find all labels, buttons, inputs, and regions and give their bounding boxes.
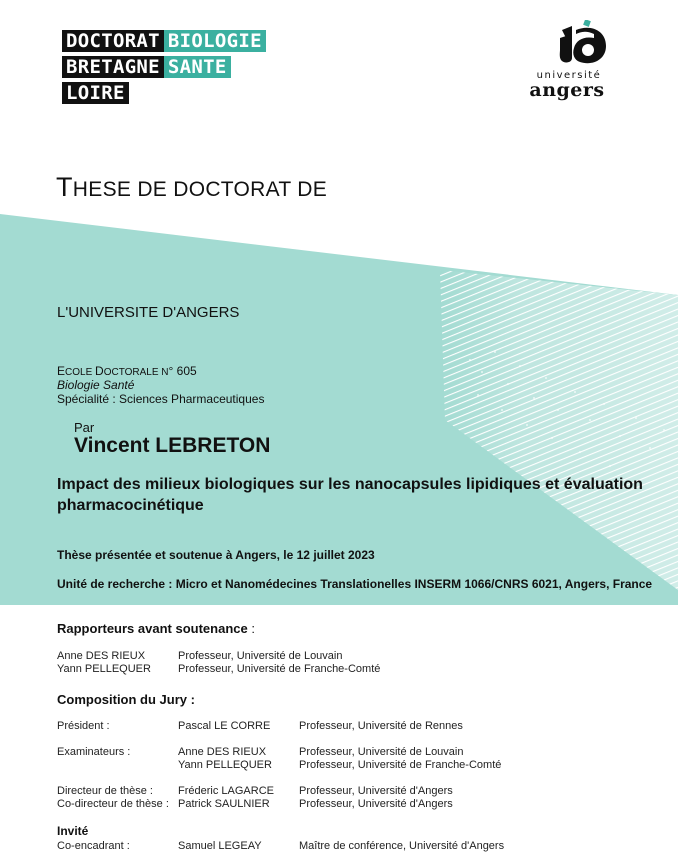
rapporteur-title: Professeur, Université de Louvain: [178, 650, 343, 662]
rapporteur-title: Professeur, Université de Franche-Comté: [178, 663, 381, 675]
doctoral-school-num: ° 605: [168, 364, 197, 378]
director-title: Professeur, Université d'Angers: [299, 785, 453, 797]
director-label: Directeur de thèse :: [57, 785, 153, 797]
logo-word-sante: SANTE: [164, 56, 231, 78]
examiner-name: Yann PELLEQUER: [178, 759, 272, 771]
coadvisor-label: Co-encadrant :: [57, 840, 130, 852]
rapporteurs-heading-colon: :: [247, 621, 255, 636]
ecole-rest: COLE: [65, 367, 96, 378]
examiner-title: Professeur, Université de Franche-Comté: [299, 759, 502, 771]
logo-line-1: [62, 30, 266, 52]
codirector-title: Professeur, Université d'Angers: [299, 798, 453, 810]
examiners-label: Examinateurs :: [57, 746, 131, 758]
thesis-title: [56, 172, 327, 203]
rapporteurs-heading-text: Rapporteurs avant soutenance: [57, 621, 248, 636]
doctorale-initial: D: [95, 364, 104, 378]
examiner-title: Professeur, Université de Louvain: [299, 746, 464, 758]
coadvisor-name: Samuel LEGEAY: [178, 840, 262, 852]
doctoral-school-number: [57, 364, 197, 378]
doctoral-school-name: Biologie Santé: [57, 378, 135, 392]
university-line: L'UNIVERSITE D'ANGERS: [57, 304, 240, 321]
rapporteur-name: Anne DES RIEUX: [57, 650, 146, 662]
by-label: Par: [74, 420, 95, 435]
rapporteur-name: Yann PELLEQUER: [57, 663, 151, 675]
logo-line-3: [62, 82, 129, 104]
ecole-initial: E: [57, 364, 66, 378]
examiner-name: Anne DES RIEUX: [178, 746, 267, 758]
coadvisor-title: Maître de conférence, Université d'Angers: [299, 840, 505, 852]
logo-word-biologie: BIOLOGIE: [164, 30, 266, 52]
doctorale-rest: OCTORALE N: [103, 367, 169, 378]
president-title: Professeur, Université de Rennes: [299, 720, 463, 732]
president-label: Président :: [57, 720, 110, 732]
university-angers-logo-icon: [556, 20, 610, 66]
logo-word-bretagne: BRETAGNE: [62, 56, 164, 78]
thesis-title-rest: HESE DE DOCTORAT DE: [72, 178, 328, 201]
director-name: Fréderic LAGARCE: [178, 785, 274, 797]
logo-line-2: [62, 56, 231, 78]
author-name: Vincent LEBRETON: [74, 434, 271, 457]
logo-word-loire: LOIRE: [62, 82, 129, 104]
thesis-title-initial: T: [56, 172, 73, 202]
codirector-name: Patrick SAULNIER: [178, 798, 270, 810]
thesis-subject: Impact des milieux biologiques sur les nanocapsules lipidiques et évaluation pharmacocinétique: [57, 476, 643, 514]
rapporteurs-heading: [57, 621, 255, 636]
codirector-label: Co-directeur de thèse :: [57, 798, 169, 810]
defense-statement: Thèse présentée et soutenue à Angers, le 12 juillet 2023: [57, 548, 375, 562]
president-name: Pascal LE CORRE: [178, 720, 271, 732]
speciality-line: Spécialité : Sciences Pharmaceutiques: [57, 392, 265, 406]
invited-heading: Invité: [57, 824, 89, 838]
research-unit: Unité de recherche : Micro et Nanomédecines Translationelles INSERM 1066/CNRS 6021, Angers, France: [57, 577, 653, 591]
university-name-label: angers: [529, 79, 605, 101]
jury-heading: Composition du Jury :: [57, 692, 195, 707]
university-small-label: université: [536, 70, 602, 81]
logo-word-doctorat: DOCTORAT: [62, 30, 164, 52]
